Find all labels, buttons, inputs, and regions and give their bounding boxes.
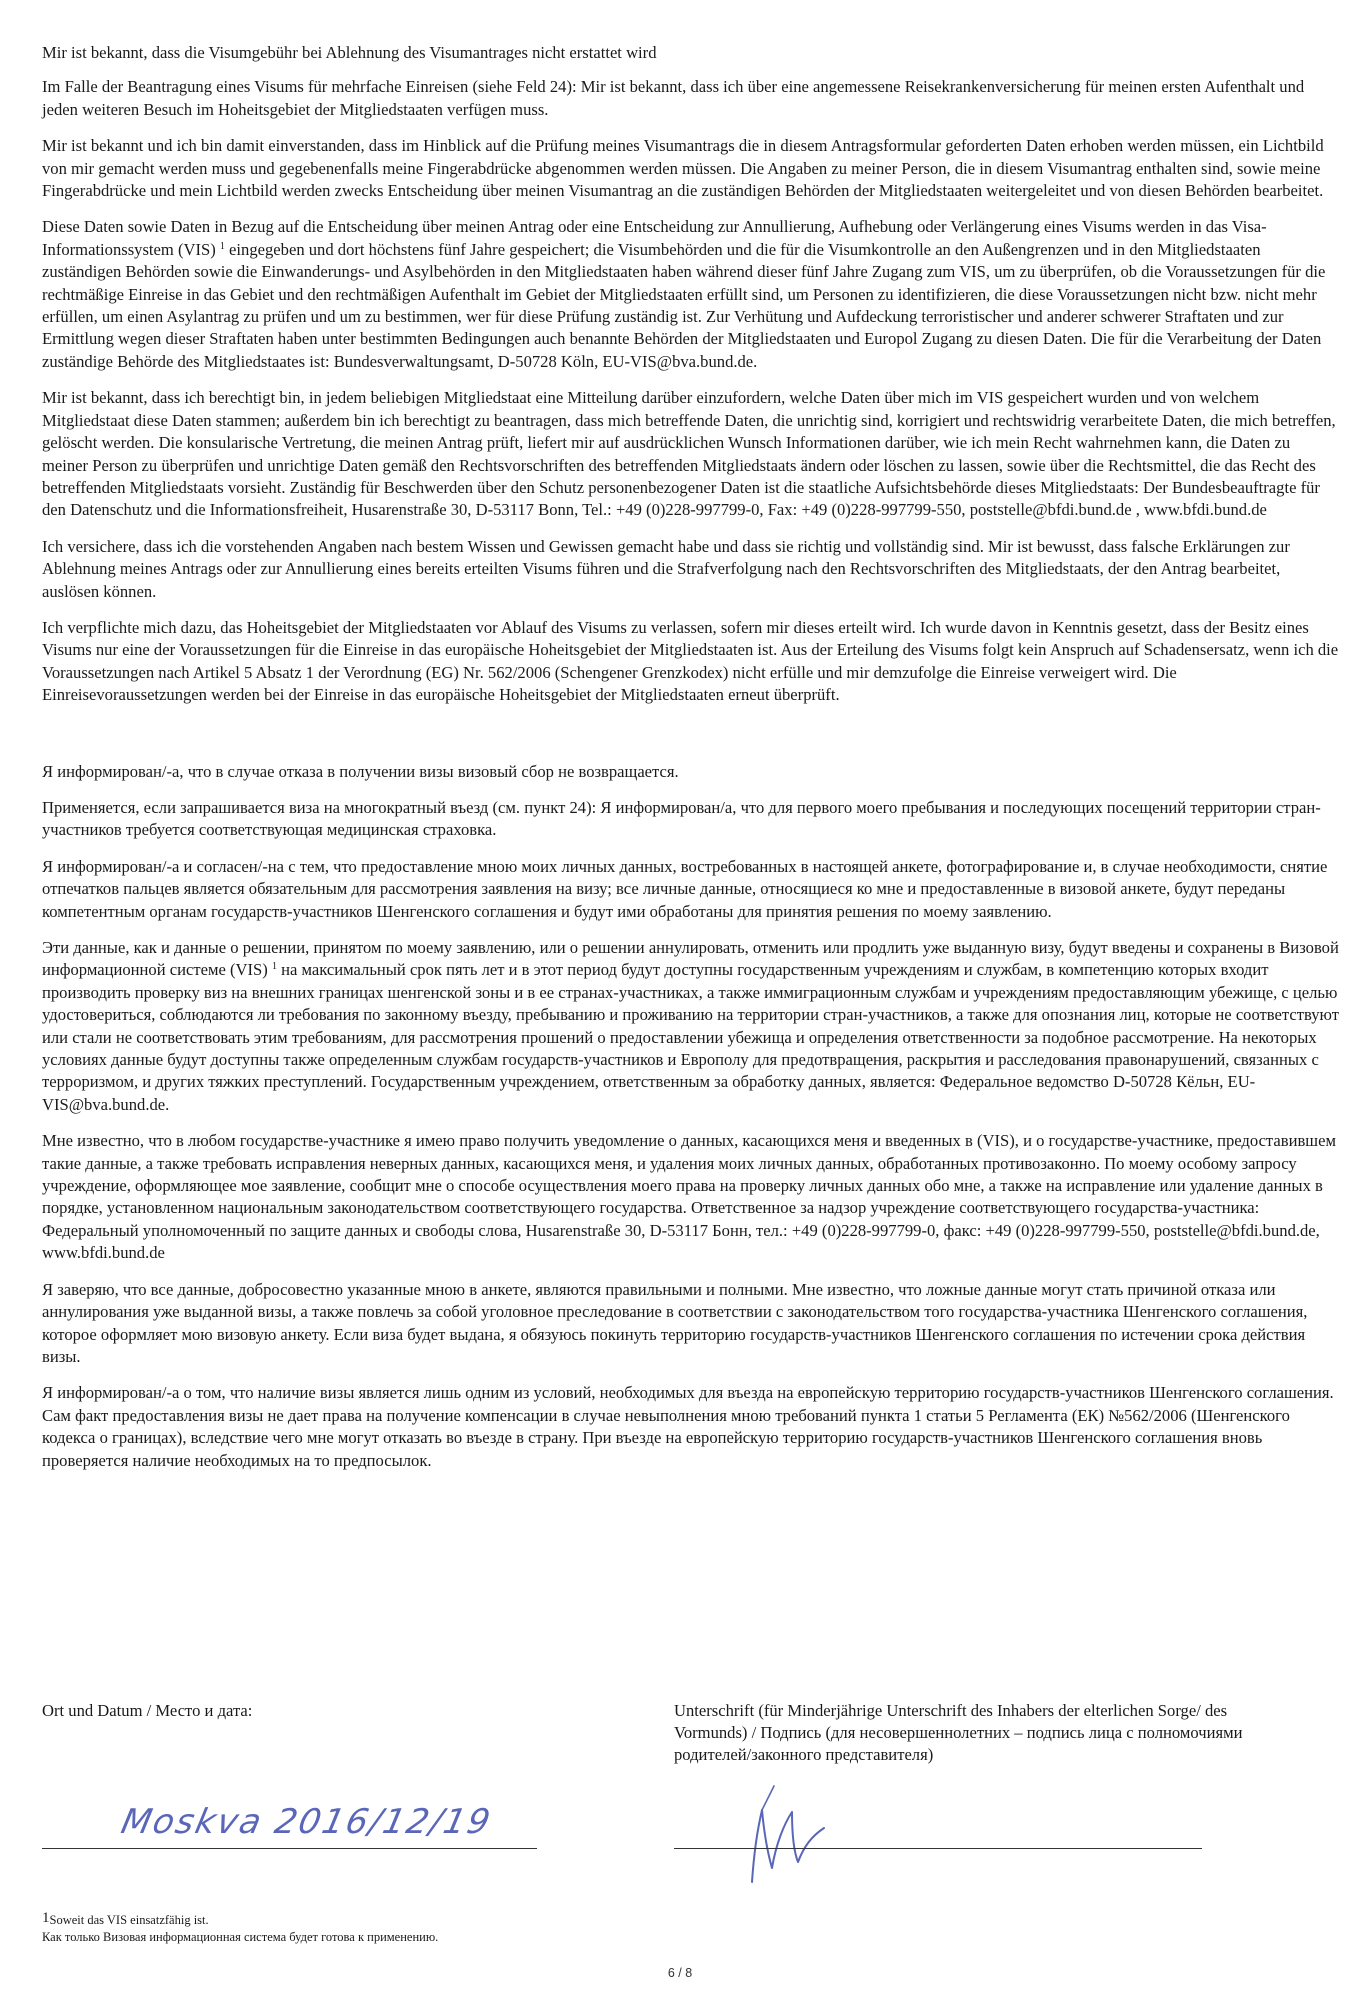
place-date-handwriting: Moskva 2016/12/19 xyxy=(117,1802,496,1842)
de-paragraph-5: Mir ist bekannt, dass ich berechtigt bin, in jedem beliebigen Mitgliedstaat eine Mitteilung darüber einzufordern, welche Daten über mich im VIS gespeichert wurden und von welchem Mitgliedstaat diese Daten stammen; außerdem bin ich berechtigt zu beantragen, dass mich betreffende Daten, die unrichtig sind, korrigiert und rechtswidrig verarbeitete Daten, die mich betreffen, gelöscht werden. Die konsularische Vertretung, die meinen Antrag prüft, liefert mir auf ausdrücklichen Wunsch Informationen darüber, wie ich mein Recht wahrnehmen kann, die Daten zu meiner Person zu überprüfen und unrichtige Daten gemäß den Rechtsvorschriften des betreffenden Mitgliedstaats ändern oder löschen zu lassen, sowie über die Rechtsmittel, die das Recht des betreffenden Mitgliedstaats vorsieht. Zuständig für Beschwerden über den Schutz personenbezogener Daten ist die staatliche Aufsichtsbehörde dieses Mitgliedstaats: Der Bundesbeauftragte für den Datenschutz und die Informationsfreiheit, Husarenstraße 30, D-53117 Bonn, Tel.: +49 (0)228-997799-0, Fax: +49 (0)228-997799-550, poststelle@bfdi.bund.de , www.bfdi.bund.de xyxy=(42,388,1336,520)
de-paragraph-2: Im Falle der Beantragung eines Visums für mehrfache Einreisen (siehe Feld 24): Mir ist bekannt, dass ich über eine angemessene Reisekrankenversicherung für meinen ersten Aufenthalt und jeden weiteren Besuch im Hoheitsgebiet der Mitgliedstaaten verfügen muss. xyxy=(42,77,1305,119)
footnote-marker: 1 xyxy=(219,240,225,252)
place-date-line[interactable] xyxy=(42,1848,537,1849)
ru-paragraph-5: Мне известно, что в любом государстве-участнике я имею право получить уведомление о данных, касающихся меня и введенных в (VIS), и о государстве-участнике, предоставившем такие данные, а также требовать исправления неверных данных, касающихся меня, и удаления моих личных данных, обработанных противозаконно. По моему особому запросу учреждение, оформляющее мое заявление, сообщит мне о способе осуществления моего права на проверку личных данных обо мне, а также на исправление или удаление данных в порядке, установленном национальным законодательством соответствующего государства. Ответственное за надзор учреждение соответствующего государства-участника: Федеральный уполномоченный по защите данных и свободы слова, Husarenstraße 30, D-53117 Бонн, тел.: +49 (0)228-997799-0, факс: +49 (0)228-997799-550, poststelle@bfdi.bund.de, www.bfdi.bund.de xyxy=(42,1131,1336,1263)
ru-paragraph-6: Я заверяю, что все данные, добросовестно указанные мною в анкете, являются правильными и полными. Мне известно, что ложные данные могут стать причиной отказа или аннулирования уже выданной визы, а также повлечь за собой уголовное преследование в соответствии с законодательством того государства-участника Шенгенского соглашения, которое оформляет мою визовую анкету. Если виза будет выдана, я обязуюсь покинуть территорию государств-участников Шенгенского соглашения по истечении срока действия визы. xyxy=(42,1279,1308,1366)
declaration-text xyxy=(42,42,1340,1486)
footnote-german-text: Soweit das VIS einsatzfähig ist. xyxy=(49,1913,209,1927)
de-paragraph-4-end: eingegeben und dort höchstens fünf Jahre gespeichert; die Visumbehörden und die für die Visumkontrolle an den Außengrenzen und in den Mitgliedstaaten zuständigen Behörden sowie die Einwanderungs- und Asylbehörden in den Mitgliedstaaten haben während dieser fünf Jahre Zugang zum VIS, um zu überprüfen, ob die Voraussetzungen für die rechtmäßige Einreise in das Gebiet und den rechtmäßigen Aufenthalt im Gebiet der Mitgliedstaaten erfüllt sind, um Personen zu identifizieren, die diese Voraussetzungen nicht bzw. nicht mehr erfüllen, um einen Asylantrag zu prüfen und um zu bestimmen, wer für diese Prüfung zuständig ist. Zur Verhütung und Aufdeckung terroristischer und anderer schwerer Straftaten und zur Ermittlung wegen dieser Straftaten haben unter bestimmten Bedingungen auch benannte Behörden der Mitgliedstaaten und Europol Zugang zu diesen Daten. Die für die Verarbeitung der Daten zuständige Behörde des Mitgliedstaates ist: Bundesverwaltungsamt, D-50728 Köln, EU-VIS@bva.bund.de. xyxy=(42,239,1326,371)
signature-line[interactable] xyxy=(674,1848,1202,1849)
page-number: 6 / 8 xyxy=(667,1966,693,1980)
place-date-label: Ort und Datum / Место и дата: xyxy=(42,1701,253,1720)
de-paragraph-7: Ich verpflichte mich dazu, das Hoheitsgebiet der Mitgliedstaaten vor Ablauf des Visums zu verlassen, sofern mir dieses erteilt wird. Ich wurde davon in Kenntnis gesetzt, dass der Besitz eines Visums nur eine der Voraussetzungen für die Einreise in das europäische Hoheitsgebiet der Mitgliedstaaten ist. Aus der Erteilung des Visums folgt kein Anspruch auf Schadensersatz, wenn ich die Voraussetzungen nach Artikel 5 Absatz 1 der Verordnung (EG) Nr. 562/2006 (Schengener Grenzkodex) nicht erfülle und mir demzufolge die Einreise verweigert wird. Die Einreisevoraussetzungen werden bei der Einreise in das europäische Hoheitsgebiet der Mitgliedstaaten erneut überprüft. xyxy=(42,617,1339,705)
ru-paragraph-3: Я информирован/-а и согласен/-на с тем, что предоставление мною моих личных данных, востребованных в настоящей анкете, фотографирование и, в случае необходимости, снятие отпечатков пальцев является обязательным для рассмотрения заявления на визу; все личные данные, относящиеся ко мне и предоставленные в визовой анкете, будут переданы компетентным органам государств-участников Шенгенского соглашения и будут ими обработаны для принятия решения по моему заявлению. xyxy=(42,856,1328,921)
signature-section xyxy=(42,1700,1340,1880)
de-paragraph-4-start: Diese Daten sowie Daten in Bezug auf die Entscheidung über meinen Antrag oder eine Entscheidung zur Annullierung, Aufhebung oder Verlängerung eines Visums werden in das Visa-Informationssystem (VIS) xyxy=(42,217,1267,259)
signature-label: Unterschrift (für Minderjährige Unterschrift des Inhabers der elterlichen Sorge/ des Vormunds) / Подпись (для несовершеннолетних – подпись лица с полномочиями родителей/законного представителя) xyxy=(674,1701,1243,1764)
de-paragraph-1: Mir ist bekannt, dass die Visumgebühr bei Ablehnung des Visumantrages nicht erstattet wird xyxy=(42,43,657,62)
footnote-number: 1 xyxy=(42,1910,50,1926)
ru-paragraph-2: Применяется, если запрашивается виза на многократный въезд (см. пункт 24): Я информирован/а, что для первого моего пребывания и последующих посещений территории стран-участников требуется соответствующая медицинская страховка. xyxy=(42,797,1321,840)
signature-image xyxy=(732,1782,842,1892)
footnote-russian: Как только Визовая информационная система будет готова к применению. xyxy=(42,1930,439,1944)
de-paragraph-6: Ich versichere, dass ich die vorstehenden Angaben nach bestem Wissen und Gewissen gemacht habe und dass sie richtig und vollständig sind. Mir ist bewusst, dass falsche Erklärungen zur Ablehnung meines Antrags oder zur Annullierung eines bereits erteilten Visums führen und die Strafverfolgung nach den Rechtsvorschriften des Mitgliedstaats, der den Antrag bearbeitet, auslösen können. xyxy=(42,536,1290,601)
ru-paragraph-1: Я информирован/-а, что в случае отказа в получении визы визовый сбор не возвращается. xyxy=(42,761,679,781)
de-paragraph-3: Mir ist bekannt und ich bin damit einverstanden, dass im Hinblick auf die Prüfung meines Visumantrags die in diesem Antragsformular geforderten Daten erhoben werden müssen, ein Lichtbild von mir gemacht werden muss und gegebenenfalls meine Fingerabdrücke abgenommen werden müssen. Die Angaben zu meiner Person, die in diesem Visumantrag enthalten sind, sowie meine Fingerabdrücke und mein Lichtbild werden zwecks Entscheidung über meinen Visumantrag an die zuständigen Behörden der Mitgliedstaaten weitergeleitet und von diesen Behörden bearbeitet. xyxy=(42,136,1324,201)
footnote-marker: 1 xyxy=(271,961,277,973)
ru-paragraph-4-start: Эти данные, как и данные о решении, принятом по моему заявлению, или о решении аннулировать, отменить или продлить уже выданную визу, будут введены и сохранены в Визовой информационной системе (VIS) xyxy=(42,938,1339,980)
footnote xyxy=(42,1910,438,1946)
section-gap xyxy=(42,721,1340,761)
ru-paragraph-4-end: на максимальный срок пять лет и в этот период будут доступны государственным учреждениям и службам, в компетенцию которых входит производить проверку виз на внешних границах шенгенской зоны и в ее странах-участниках, а также иммиграционным службам и учреждениям предоставляющим убежище, с целью удостовериться, соблюдаются ли требования по законному въезду, пребыванию и проживанию на территории стран-участников, а также для опознания лиц, которые не соответствуют или стали не соответствовать этим требованиям, для рассмотрения прошений о предоставлении убежища и определения ответственности за подобное рассмотрение. На некоторых условиях данные будут доступны также определенным службам государств-участников и Европолу для предотвращения, раскрытия и расследования правонарушений, связанных с терроризмом, и других тяжких преступлений. Государственным учреждением, ответственным за обработку данных, является: Федеральное ведомство D-50728 Кёльн, EU-VIS@bva.bund.de. xyxy=(42,960,1339,1114)
ru-paragraph-4 xyxy=(42,937,1340,1116)
footnote-german xyxy=(42,1910,438,1929)
de-paragraph-4 xyxy=(42,216,1340,373)
ru-paragraph-7: Я информирован/-а о том, что наличие визы является лишь одним из условий, необходимых для въезда на европейскую территорию государств-участников Шенгенского соглашения. Сам факт предоставления визы не дает права на получение компенсации в случае невыполнения мною требований пункта 1 статьи 5 Регламента (ЕК) №562/2006 (Шенгенского кодекса о границах), вследствие чего мне могут отказать во въезде в страну. При въезде на европейскую территорию государств-участников Шенгенского соглашения вновь проверяется наличие необходимых на то предпосылок. xyxy=(42,1383,1334,1470)
